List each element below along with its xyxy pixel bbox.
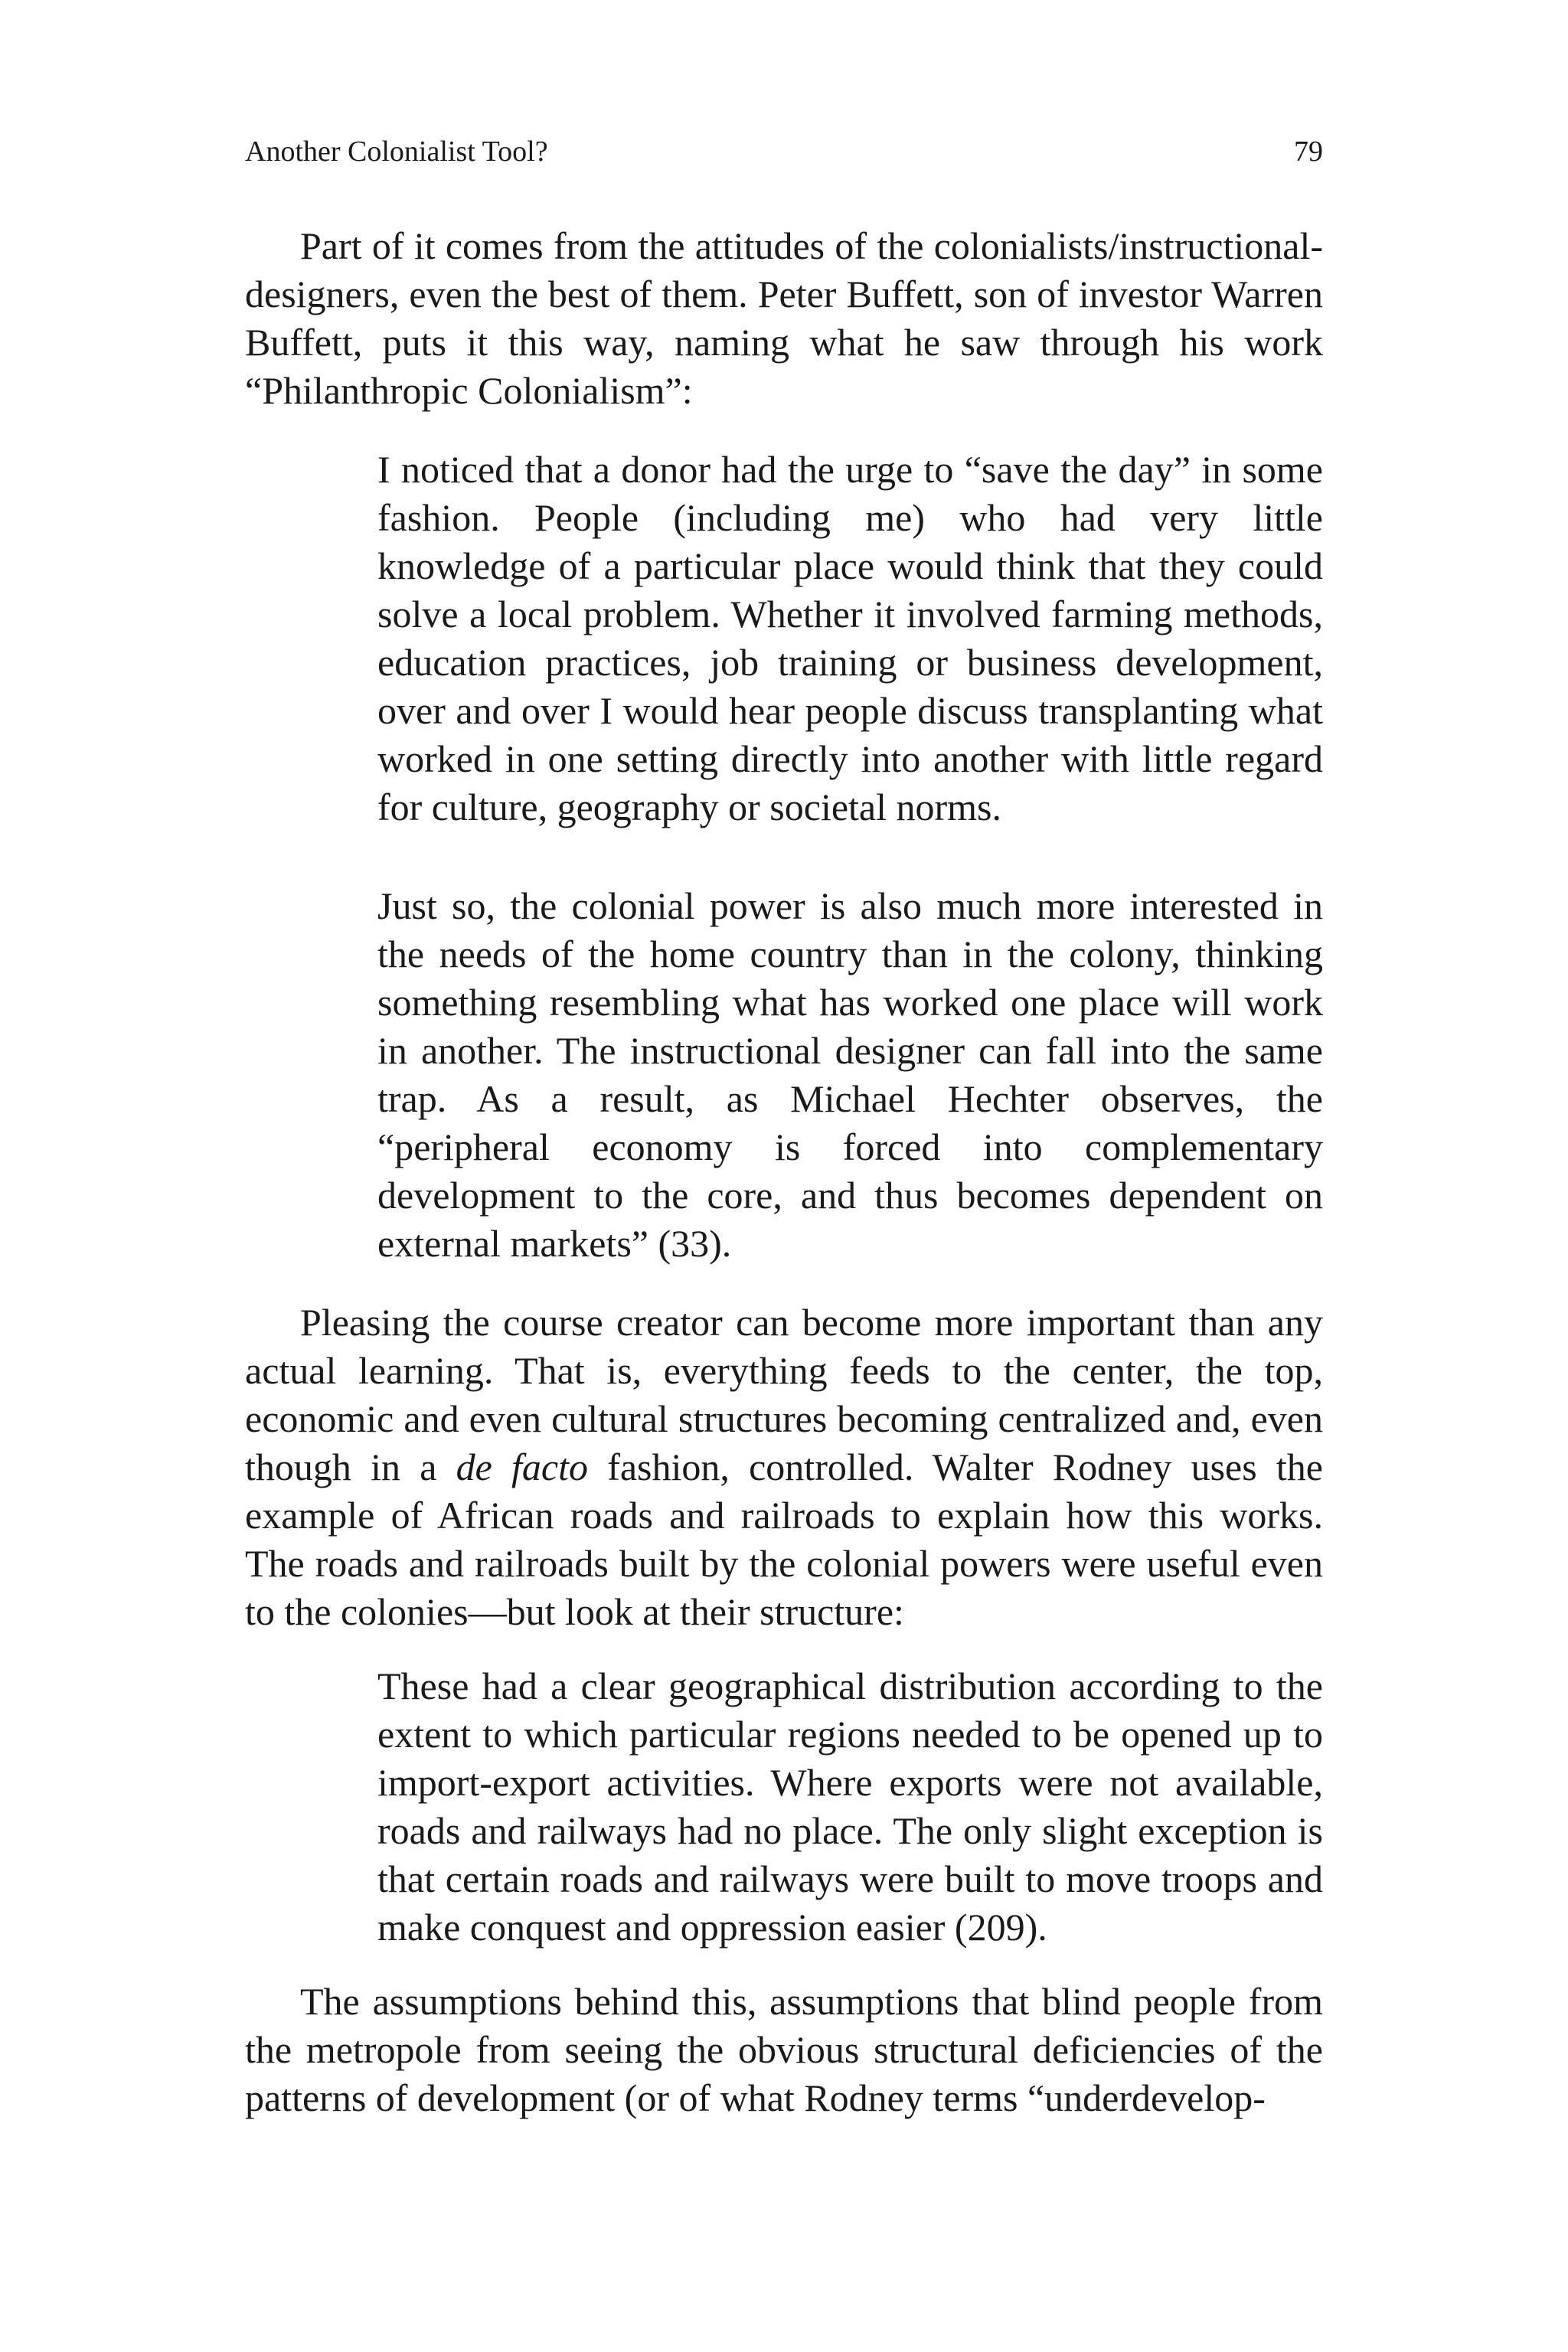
paragraph-1: Part of it comes from the attitudes of the colonialists/instructional-designers, even the best of them. Peter Buffett, son of investor Warren Buffett, puts it this way, naming what he saw through his work “Philanthropic Colonialism”: bbox=[245, 224, 1323, 412]
paragraph-3 bbox=[245, 1298, 1323, 1636]
paragraph-2: Just so, the colonial power is also much more interested in the needs of the home country than in the colony, thinking something resembling what has worked one place will work in another. The instructional designer can fall into the same trap. As a result, as Michael Hechter observes, the “peripheral economy is forced into complementary development to the core, and thus becomes dependent on external markets” (33). bbox=[377, 884, 1323, 1265]
paragraph-3-emphasis: de facto bbox=[456, 1446, 588, 1488]
paragraph-4: The assumptions behind this, assumptions that blind people from the metropole from seeing the obvious structural deficiencies of the patterns of development (or of what Rodney terms “underdevelop- bbox=[245, 1980, 1323, 2119]
block-quote-rodney: These had a clear geographical distribution according to the extent to which particular regions needed to be opened up to import-export activities. Where exports were not available, roads and railways had no place. The only slight exception is that certain roads and railways were built to move troops and make conquest and oppression easier (209). bbox=[377, 1664, 1323, 1949]
running-title: Another Colonialist Tool? bbox=[245, 136, 548, 168]
paragraph-3-text-b: fashion, controlled. Walter Rodney uses the example of African roads and railroads to explain how this works. The roads and railroads built by the colonial powers were useful even to the colonies—but look at their structure: bbox=[245, 1446, 1323, 1633]
body-text bbox=[245, 222, 1323, 2122]
paragraph-3-text-a: Pleasing the course creator can become more important than any actual learning. That is, everything feeds to the center, the top, economic and even cultural structures becoming centralized and, even though in a bbox=[245, 1301, 1323, 1488]
block-quote-buffett: I noticed that a donor had the urge to “save the day” in some fashion. People (including me) who had very little knowledge of a particular place would think that they could solve a local problem. Whether it involved farming methods, education practices, job training or business development, over and over I would hear people discuss transplanting what worked in one setting directly into another with little regard for culture, geography or societal norms. bbox=[377, 448, 1323, 828]
page-number: 79 bbox=[1294, 136, 1323, 168]
running-header bbox=[245, 129, 1323, 175]
